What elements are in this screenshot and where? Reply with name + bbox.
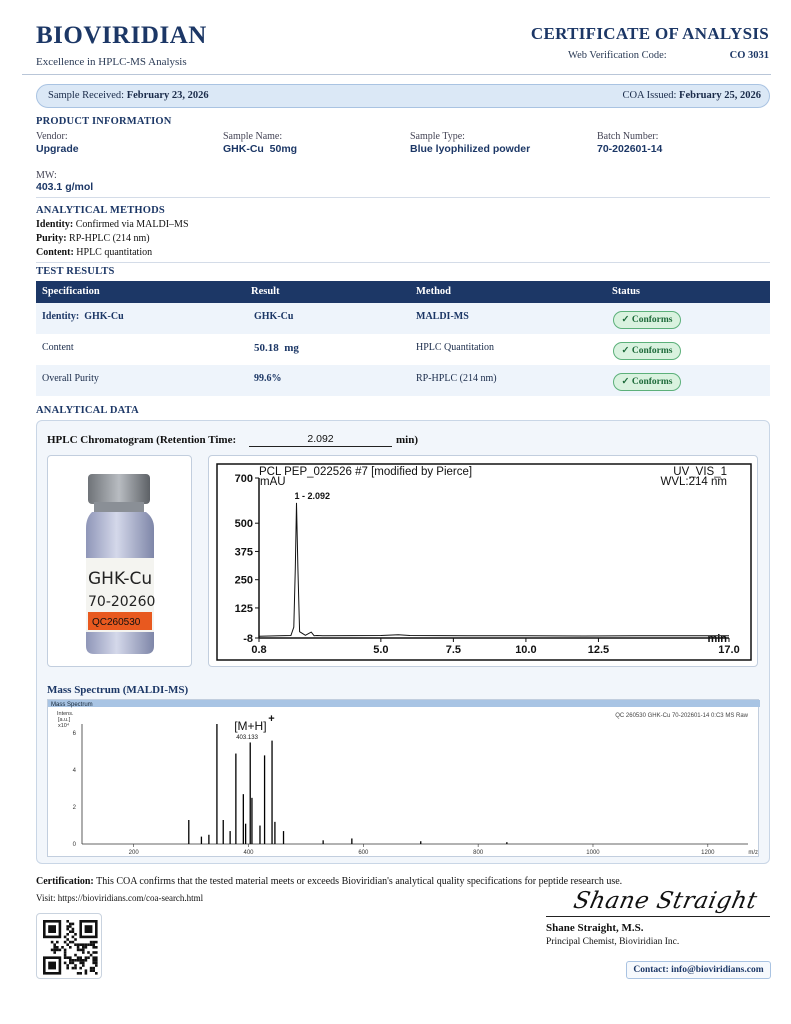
vial-photo xyxy=(48,456,193,668)
qr-module xyxy=(72,962,75,965)
ms-xtick-label: 400 xyxy=(243,850,254,856)
qr-module xyxy=(77,949,80,952)
hplc-ylabel: mAU xyxy=(260,476,286,488)
issued-label: COA Issued: xyxy=(622,90,677,101)
qr-module xyxy=(82,946,85,949)
ms-window-title: Mass Spectrum xyxy=(51,702,93,708)
qr-module xyxy=(85,943,88,946)
status-badge: ✓ Conforms xyxy=(613,373,681,391)
cert-text: This COA confirms that the tested material meets or exceeds Bioviridian's analytical quality specifications for peptide research use. xyxy=(96,876,623,887)
qr-module xyxy=(64,962,67,965)
retention-time-unit: min) xyxy=(396,434,418,446)
qr-module xyxy=(92,946,95,949)
batch-value: 70-202601-14 xyxy=(597,143,663,155)
sample-type-label: Sample Type: xyxy=(410,131,465,142)
qr-module xyxy=(82,964,85,967)
qr-module xyxy=(66,920,69,923)
method-purity-value: RP-HPLC (214 nm) xyxy=(69,233,150,244)
ms-chart-frame xyxy=(47,699,759,857)
qr-module xyxy=(95,941,98,944)
qr-module xyxy=(85,972,88,975)
qr-module xyxy=(72,967,75,970)
hplc-ytick-label: 125 xyxy=(234,602,253,615)
qr-module xyxy=(64,936,67,939)
cert-label: Certification: xyxy=(36,876,94,887)
method-purity xyxy=(36,233,150,244)
ms-ytick-label: 6 xyxy=(72,731,76,738)
qr-finder-core xyxy=(85,925,93,933)
qr-module xyxy=(85,956,88,959)
row-spec: Identity: GHK-Cu xyxy=(42,311,124,322)
qr-module xyxy=(66,967,69,970)
qr-module xyxy=(85,946,88,949)
ms-ytick-label: 2 xyxy=(72,805,76,812)
received-value: February 23, 2026 xyxy=(126,90,209,101)
ms-xtick-label: 1000 xyxy=(586,850,600,856)
mw-label: MW: xyxy=(36,170,57,181)
hplc-wvl: WVL:214 nm xyxy=(660,476,727,488)
qr-module xyxy=(92,967,95,970)
hplc-chart-channel: UV_VIS_1 xyxy=(673,466,727,478)
col-specification: Specification xyxy=(42,286,100,297)
qr-finder-core xyxy=(48,962,56,970)
table-row xyxy=(36,334,770,365)
retention-time-underline xyxy=(249,446,392,447)
qr-module xyxy=(79,967,82,970)
brand-name: BIOVIRIDIAN xyxy=(36,22,207,49)
qr-module xyxy=(74,967,77,970)
row-result: GHK-Cu xyxy=(254,311,294,322)
qr-code-frame[interactable] xyxy=(36,913,102,979)
qr-module xyxy=(64,951,67,954)
qr-module xyxy=(59,949,62,952)
qr-module xyxy=(77,972,80,975)
vial-handwriting-1: GHK-Cu xyxy=(88,569,153,589)
method-identity xyxy=(36,219,189,230)
qr-module xyxy=(77,956,80,959)
qr-module xyxy=(66,964,69,967)
qr-module xyxy=(95,959,98,962)
qr-module xyxy=(69,925,72,928)
vial-neck xyxy=(94,502,144,512)
hplc-ytick-label: 250 xyxy=(234,574,253,587)
qr-module xyxy=(87,956,90,959)
row-spec: Overall Purity xyxy=(42,373,99,384)
header-divider xyxy=(22,74,771,75)
batch-label: Batch Number: xyxy=(597,131,659,142)
qr-modules xyxy=(43,920,98,975)
ms-ylabel-3: x10⁴ xyxy=(58,723,70,729)
qr-module xyxy=(92,943,95,946)
qr-module xyxy=(69,923,72,926)
qr-module xyxy=(72,923,75,926)
signature-line xyxy=(546,916,770,917)
qr-module xyxy=(72,941,75,944)
qr-module xyxy=(90,967,93,970)
qr-module xyxy=(69,962,72,965)
qr-module xyxy=(92,941,95,944)
ms-xtick-label: 800 xyxy=(473,850,484,856)
retention-time-value: 2.092 xyxy=(307,433,334,445)
hplc-ytick-label: 500 xyxy=(234,518,253,531)
methods-heading: ANALYTICAL METHODS xyxy=(36,205,165,216)
qr-module xyxy=(92,969,95,972)
qr-module xyxy=(72,936,75,939)
qc-sticker-text: QC260530 xyxy=(92,617,141,628)
qr-module xyxy=(90,954,93,957)
qr-module xyxy=(53,949,56,952)
hplc-xtick-label: 17.0 xyxy=(718,644,740,656)
row-result: 99.6% xyxy=(254,373,282,384)
qr-module xyxy=(61,946,64,949)
vendor-label: Vendor: xyxy=(36,131,68,142)
hplc-xtick-label: 10.0 xyxy=(515,644,537,656)
method-purity-label: Purity: xyxy=(36,233,67,244)
qr-module xyxy=(90,969,93,972)
qr-module xyxy=(95,946,98,949)
certification-statement xyxy=(36,876,622,887)
row-method: RP-HPLC (214 nm) xyxy=(416,373,497,384)
qr-module xyxy=(79,972,82,975)
tagline: Excellence in HPLC-MS Analysis xyxy=(36,56,187,68)
ms-title: Mass Spectrum (MALDI-MS) xyxy=(47,684,189,696)
qr-module xyxy=(69,959,72,962)
qr-module xyxy=(92,951,95,954)
hplc-ytick-label: 700 xyxy=(234,473,253,485)
sample-name-label: Sample Name: xyxy=(223,131,283,142)
hplc-chart-title: PCL PEP_022526 #7 [modified by Pierce] xyxy=(259,466,473,478)
ms-ytick-label: 4 xyxy=(72,768,76,775)
ms-ytick-label: 0 xyxy=(72,842,76,848)
qr-module xyxy=(72,928,75,931)
qr-module xyxy=(56,941,59,944)
qr-module xyxy=(82,949,85,952)
verification-link[interactable]: Visit: https://bioviridians.com/coa-search.html xyxy=(36,893,204,903)
qr-module xyxy=(66,928,69,931)
ms-xtick-label: 1200 xyxy=(701,850,715,856)
qr-module xyxy=(95,951,98,954)
results-heading: TEST RESULTS xyxy=(36,266,115,277)
signature: Shane Straight xyxy=(571,888,760,914)
ms-chart xyxy=(48,700,760,858)
row-spec: Content xyxy=(42,342,74,353)
qr-module xyxy=(74,933,77,936)
qr-module xyxy=(69,930,72,933)
methods-divider xyxy=(36,262,770,263)
mw-value: 403.1 g/mol xyxy=(36,181,94,193)
hplc-title: HPLC Chromatogram (Retention Time: xyxy=(47,434,237,446)
ms-xtick-label: 600 xyxy=(358,850,369,856)
qr-module xyxy=(74,943,77,946)
qr-module xyxy=(79,949,82,952)
qr-module xyxy=(66,925,69,928)
qr-module xyxy=(87,943,90,946)
vendor-value: Upgrade xyxy=(36,143,79,155)
ms-ylabel-2: [a.u.] xyxy=(58,717,71,723)
qr-module xyxy=(79,956,82,959)
qr-module xyxy=(72,930,75,933)
qr-module xyxy=(92,962,95,965)
qr-module xyxy=(95,956,98,959)
coa-issued xyxy=(622,90,761,101)
row-method: MALDI-MS xyxy=(416,311,469,322)
verification-code: CO 3031 xyxy=(729,50,769,61)
results-table-header xyxy=(36,281,770,303)
qr-module xyxy=(77,959,80,962)
qr-finder-core xyxy=(48,925,56,933)
qr-module xyxy=(51,941,54,944)
ms-ylabel xyxy=(57,711,75,729)
hplc-xtick-label: 12.5 xyxy=(587,644,610,656)
qr-module xyxy=(95,972,98,975)
status-badge: ✓ Conforms xyxy=(613,342,681,360)
status-badge: ✓ Conforms xyxy=(613,311,681,329)
product-heading: PRODUCT INFORMATION xyxy=(36,116,172,127)
qr-module xyxy=(82,951,85,954)
qr-module xyxy=(74,959,77,962)
qr-code[interactable] xyxy=(37,914,103,980)
ms-header-right: QC 260530 GHK-Cu 70-202601-14 0:C3 MS Raw xyxy=(615,713,748,719)
qr-module xyxy=(56,946,59,949)
col-method: Method xyxy=(416,286,451,297)
qr-module xyxy=(66,956,69,959)
hplc-ytick-label: 375 xyxy=(234,546,253,559)
hplc-peak-label: 1 - 2.092 xyxy=(294,490,331,501)
ms-titlebar xyxy=(48,700,760,707)
qr-module xyxy=(74,954,77,957)
ms-ylabel-1: Intens. xyxy=(57,711,74,717)
qr-module xyxy=(77,946,80,949)
analytical-heading: ANALYTICAL DATA xyxy=(36,405,139,416)
signer-title: Principal Chemist, Bioviridian Inc. xyxy=(546,937,680,947)
coa-title: CERTIFICATE OF ANALYSIS xyxy=(530,24,769,43)
qr-module xyxy=(85,959,88,962)
table-row xyxy=(36,303,770,334)
method-content-label: Content: xyxy=(36,247,74,258)
results-table xyxy=(36,281,770,396)
col-status: Status xyxy=(612,286,641,297)
method-content-value: HPLC quantitation xyxy=(76,247,153,258)
qr-module xyxy=(64,954,67,957)
hplc-xtick-label: 5.0 xyxy=(373,644,389,656)
qr-module xyxy=(53,946,56,949)
method-identity-value: Confirmed via MALDI–MS xyxy=(75,219,189,230)
qr-module xyxy=(72,959,75,962)
hplc-xlabel: min xyxy=(707,633,727,645)
ms-peak-annotation-sup: + xyxy=(268,713,275,725)
qr-module xyxy=(53,951,56,954)
hplc-xtick-label: 0.8 xyxy=(251,644,267,656)
qr-module xyxy=(90,941,93,944)
qr-module xyxy=(82,959,85,962)
qr-module xyxy=(82,962,85,965)
hplc-chart xyxy=(209,456,759,668)
verification-label: Web Verification Code: xyxy=(568,50,667,61)
ms-peak-annotation: [M+H] xyxy=(234,719,267,733)
qr-module xyxy=(64,949,67,952)
sample-received xyxy=(48,90,209,101)
qr-module xyxy=(69,956,72,959)
qr-module xyxy=(66,938,69,941)
vial-handwriting-2: 70-20260 xyxy=(88,594,156,610)
qr-module xyxy=(74,964,77,967)
signer-name: Shane Straight, M.S. xyxy=(546,922,644,934)
hplc-ytick-label: -8 xyxy=(243,633,253,645)
qr-module xyxy=(51,949,54,952)
ms-xtick-label: 200 xyxy=(128,850,139,856)
method-identity-label: Identity: xyxy=(36,219,74,230)
hplc-xtick-label: 7.5 xyxy=(445,644,462,656)
sample-name-value: GHK-Cu 50mg xyxy=(223,143,298,155)
qr-module xyxy=(79,959,82,962)
ms-xlabel: m/z xyxy=(748,850,758,856)
qr-module xyxy=(92,956,95,959)
qr-module xyxy=(85,969,88,972)
qr-module xyxy=(82,943,85,946)
qr-module xyxy=(66,933,69,936)
qr-module xyxy=(90,943,93,946)
qr-module xyxy=(66,943,69,946)
contact-badge[interactable]: Contact: info@bioviridians.com xyxy=(626,961,771,979)
hplc-chart-frame xyxy=(208,455,758,667)
product-divider xyxy=(36,197,770,198)
qr-module xyxy=(95,964,98,967)
qr-module xyxy=(79,943,82,946)
qr-module xyxy=(69,946,72,949)
qr-module xyxy=(64,956,67,959)
received-label: Sample Received: xyxy=(48,90,125,101)
qr-module xyxy=(87,951,90,954)
row-method: HPLC Quantitation xyxy=(416,342,495,353)
table-row xyxy=(36,365,770,396)
ms-peak-mass-label: 403.133 xyxy=(236,735,258,741)
col-result: Result xyxy=(251,286,280,297)
qr-module xyxy=(53,943,56,946)
qr-module xyxy=(79,962,82,965)
qr-module xyxy=(77,943,80,946)
row-result: 50.18 mg xyxy=(254,342,299,354)
qr-module xyxy=(95,962,98,965)
qr-module xyxy=(92,959,95,962)
vial-photo-frame xyxy=(47,455,192,667)
qr-module xyxy=(69,941,72,944)
issued-value: February 25, 2026 xyxy=(679,90,761,101)
vial-cap xyxy=(88,474,150,504)
sample-type-value: Blue lyophilized powder xyxy=(410,143,531,155)
qr-module xyxy=(74,938,77,941)
qr-module xyxy=(64,941,67,944)
method-content xyxy=(36,247,152,258)
qr-module xyxy=(56,949,59,952)
